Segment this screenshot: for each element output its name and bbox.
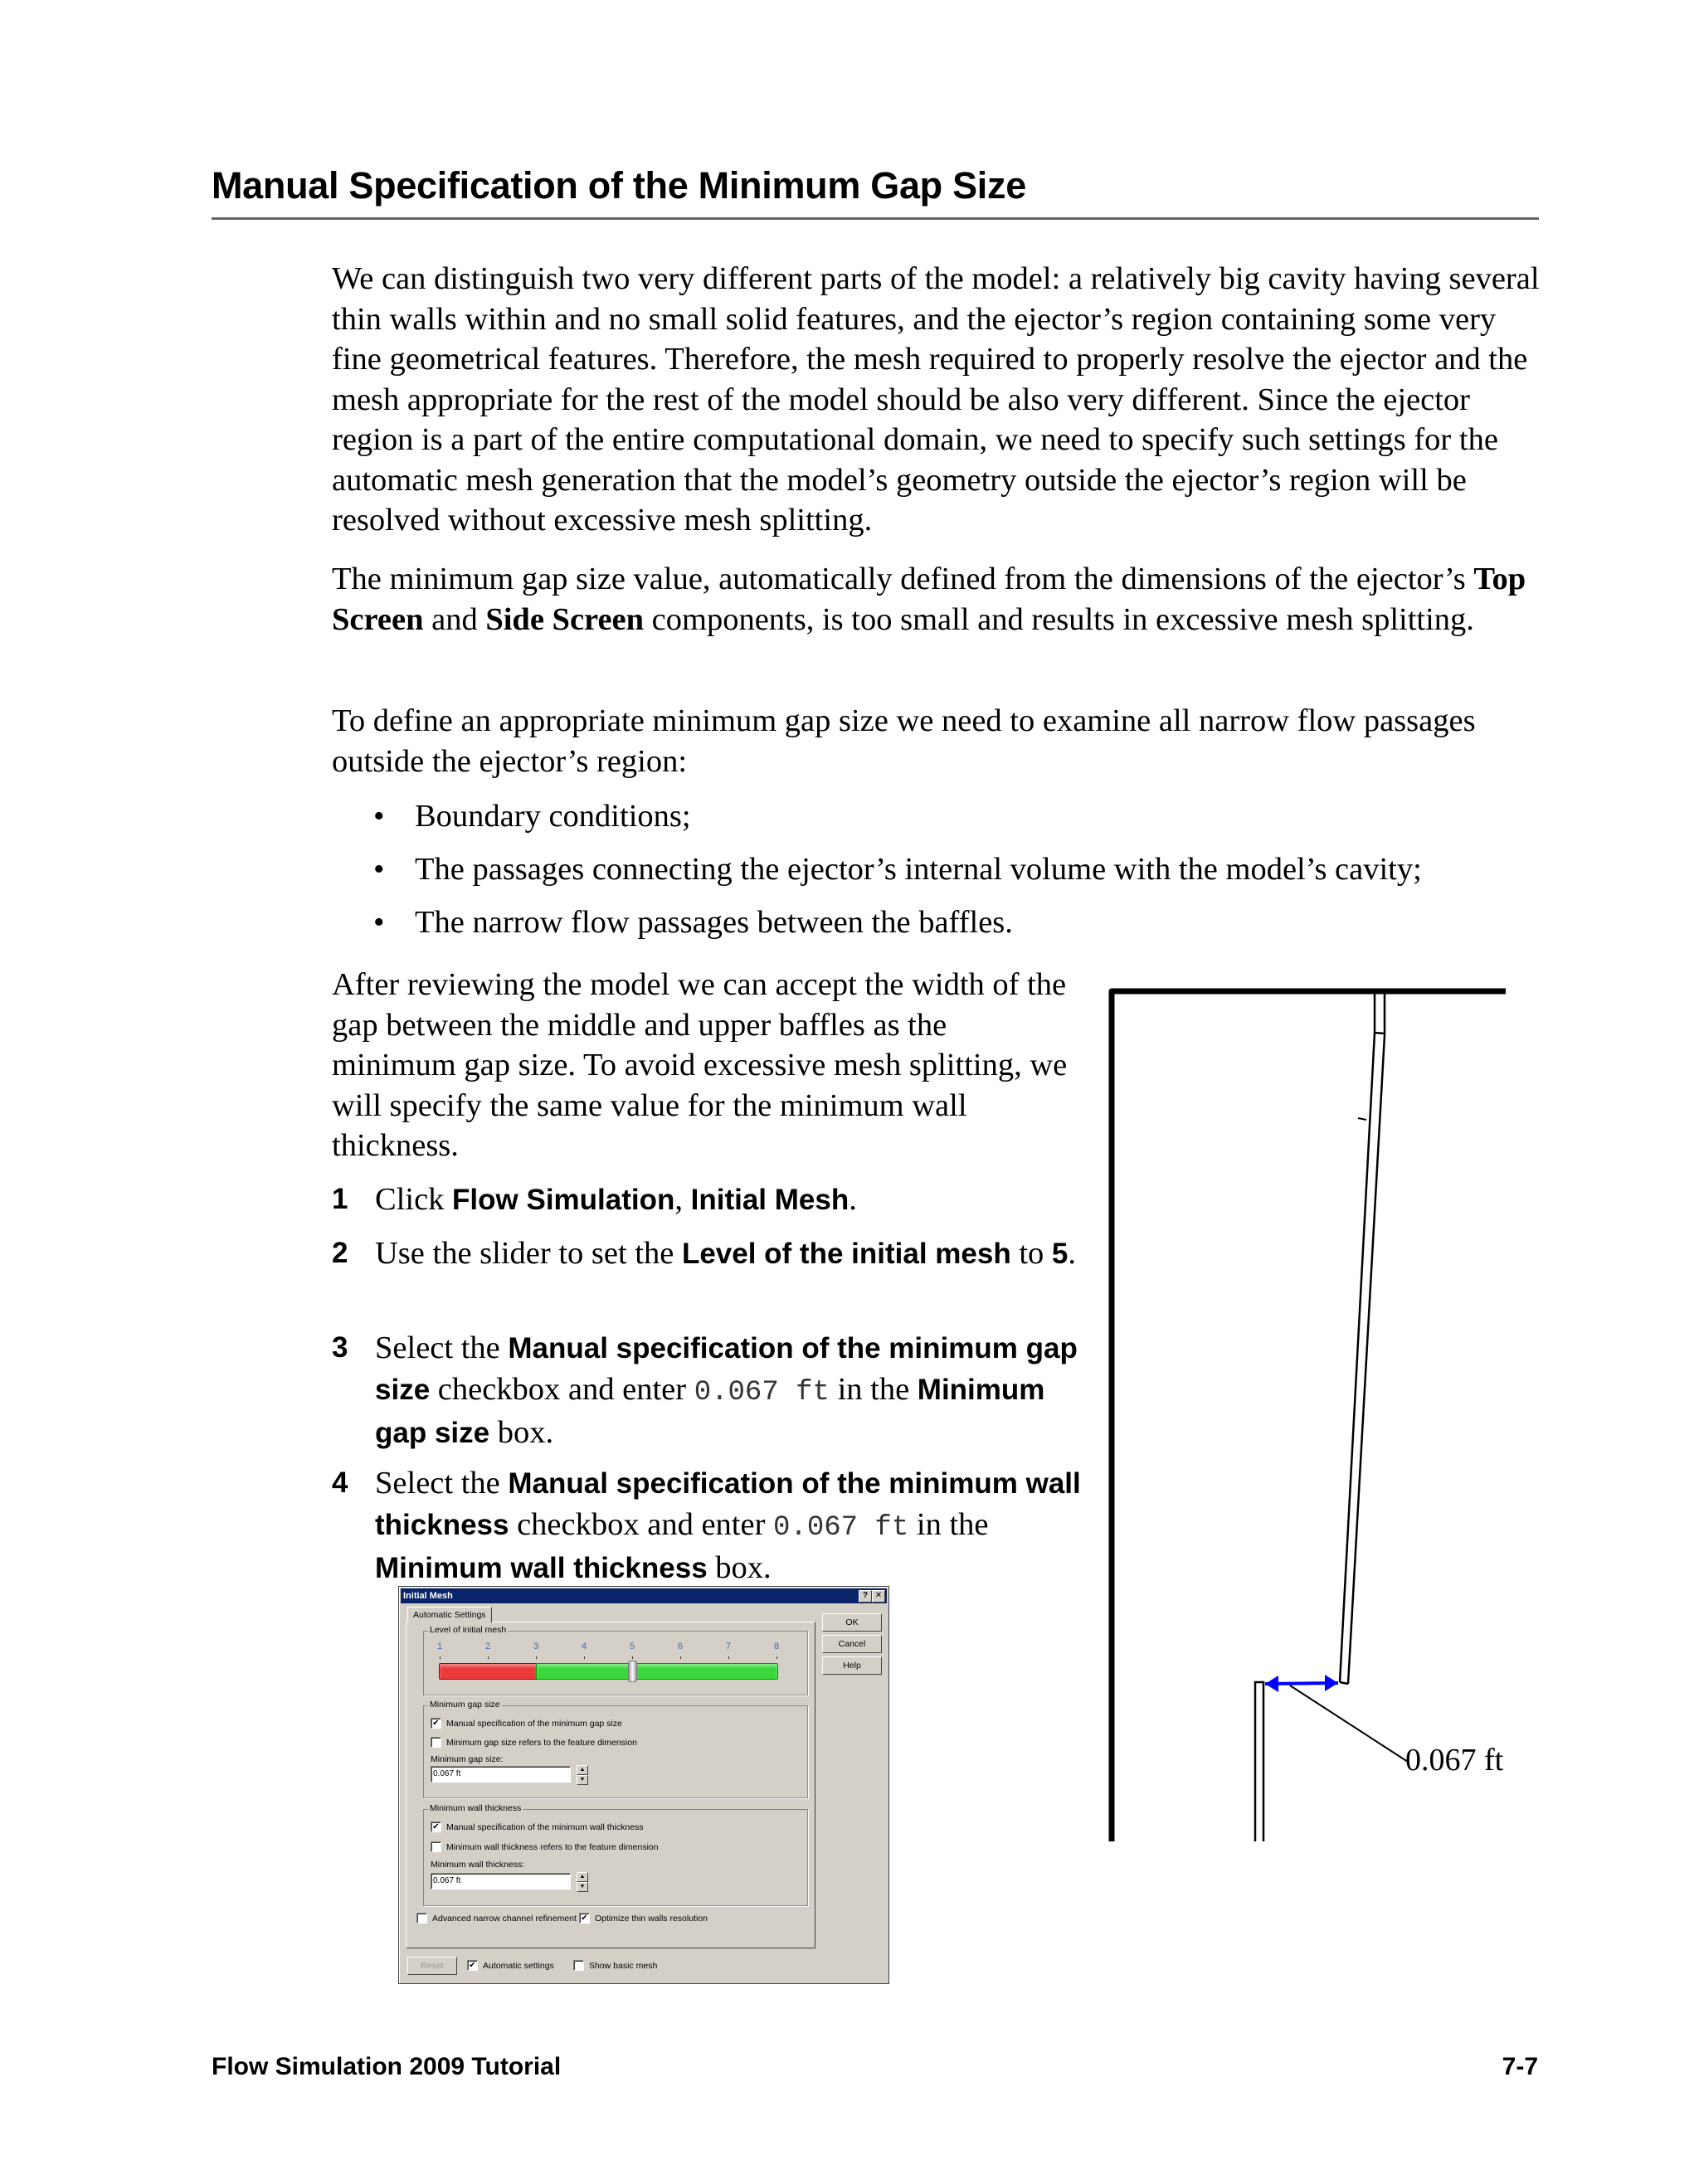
level-group: Level of initial mesh 1 2 3 4 5 6 7 8 <box>423 1631 808 1695</box>
dimension-arrow-icon <box>1265 1675 1338 1692</box>
minimum-gap-size-input[interactable]: 0.067 ft <box>431 1766 571 1783</box>
menu-initial-mesh: Initial Mesh <box>690 1184 850 1216</box>
close-button[interactable] <box>872 1590 885 1603</box>
side-screen-term: Side Screen <box>485 601 645 637</box>
menu-flow-simulation: Flow Simulation <box>452 1184 675 1216</box>
examine-paragraph: To define an appropriate minimum gap size we need to examine all narrow flow passages outside the ejector’s region: <box>332 703 1476 779</box>
gap-feature-checkbox[interactable]: Minimum gap size refers to the feature dimension <box>431 1737 637 1748</box>
settings-panel <box>406 1622 815 1948</box>
check-icon: ✔ <box>579 1913 590 1924</box>
automatic-settings-checkbox[interactable]: ✔ Automatic settings <box>467 1960 554 1971</box>
question-icon: ? <box>862 1591 869 1600</box>
spin-down-icon[interactable]: ▼ <box>577 1775 588 1785</box>
show-basic-mesh-checkbox[interactable]: Show basic mesh <box>573 1960 657 1971</box>
dimension-label: 0.067 ft <box>1405 1743 1504 1778</box>
spin-up-icon[interactable]: ▲ <box>577 1765 588 1775</box>
tab-automatic-settings[interactable]: Automatic Settings <box>407 1607 492 1622</box>
page-number: 7-7 <box>1502 2053 1538 2080</box>
reset-button[interactable]: Reset <box>407 1957 457 1975</box>
spin-down-icon[interactable]: ▼ <box>577 1882 588 1892</box>
mesh-level-slider[interactable] <box>439 1663 777 1678</box>
cancel-button[interactable]: Cancel <box>822 1635 882 1653</box>
minimum-wall-group: Minimum wall thickness ✔ Manual specification of the minimum wall thickness Minimum wall thickness refers to the feature dimension Minimum wall thickness: 0.067 ft ▲ ▼ <box>423 1809 808 1906</box>
baffle-gap-diagram <box>1099 979 1531 1850</box>
title-divider <box>212 217 1539 220</box>
ok-button[interactable]: OK <box>822 1613 882 1632</box>
close-icon: ✕ <box>874 1591 883 1600</box>
minimum-gap-group: Minimum gap size ✔ Manual specification of the minimum gap size Minimum gap size refers to the feature dimension Minimum gap size: 0.067 ft ▲ ▼ <box>423 1705 808 1798</box>
wall-feature-checkbox[interactable]: Minimum wall thickness refers to the feature dimension <box>431 1841 659 1852</box>
slider-green-range <box>536 1663 778 1680</box>
slider-thumb[interactable] <box>628 1661 637 1682</box>
check-icon: ✔ <box>467 1960 478 1971</box>
check-icon: ✔ <box>431 1822 441 1832</box>
help-title-button[interactable] <box>859 1590 872 1603</box>
spin-up-icon[interactable]: ▲ <box>577 1872 588 1882</box>
review-paragraph: After reviewing the model we can accept the width of the gap between the middle and upper baffles as the minimum gap size. To avoid excessive mesh splitting, we will specify the same value for the minimum wall thickness. <box>332 967 1068 1163</box>
footer-book-title: Flow Simulation 2009 Tutorial <box>212 2053 562 2080</box>
gap-spinner[interactable] <box>577 1765 588 1783</box>
help-button[interactable]: Help <box>822 1656 882 1675</box>
top-screen-term: Top Screen <box>332 562 1526 637</box>
optimize-thin-walls-checkbox[interactable]: ✔ Optimize thin walls resolution <box>579 1913 708 1924</box>
page-title: Manual Specification of the Minimum Gap Size <box>212 164 1026 207</box>
slider-red-range <box>439 1663 538 1680</box>
advanced-refinement-checkbox[interactable]: Advanced narrow channel refinement <box>416 1913 577 1924</box>
gap-size-paragraph: The minimum gap size value, automatically defined from the dimensions of the ejector’s Top Screen and Side Screen components, is too small and results in excessive mesh splitting. <box>332 562 1526 637</box>
initial-mesh-dialog <box>398 1586 889 1984</box>
intro-paragraph: We can distinguish two very different parts of the model: a relatively big cavity having several thin walls within and no small solid features, and the ejector’s region containing some very fine geometrical features. Therefore, the mesh required to properly resolve the ejector and the mesh appropriate for the rest of the model should be also very different. Since the ejector region is a part of the entire computational domain, we need to specify such settings for the automatic mesh generation that the model’s geometry outside the ejector’s region will be resolved without excessive mesh splitting. <box>332 261 1540 537</box>
dialog-titlebar: Initial Mesh ? ✕ <box>401 1588 887 1603</box>
minimum-wall-thickness-input[interactable]: 0.067 ft <box>431 1873 571 1890</box>
check-icon: ✔ <box>431 1718 441 1729</box>
manual-wall-checkbox[interactable]: ✔ Manual specification of the minimum wall thickness <box>431 1822 644 1832</box>
wall-spinner[interactable] <box>577 1872 588 1890</box>
manual-gap-checkbox[interactable]: ✔ Manual specification of the minimum gap size <box>431 1718 622 1729</box>
